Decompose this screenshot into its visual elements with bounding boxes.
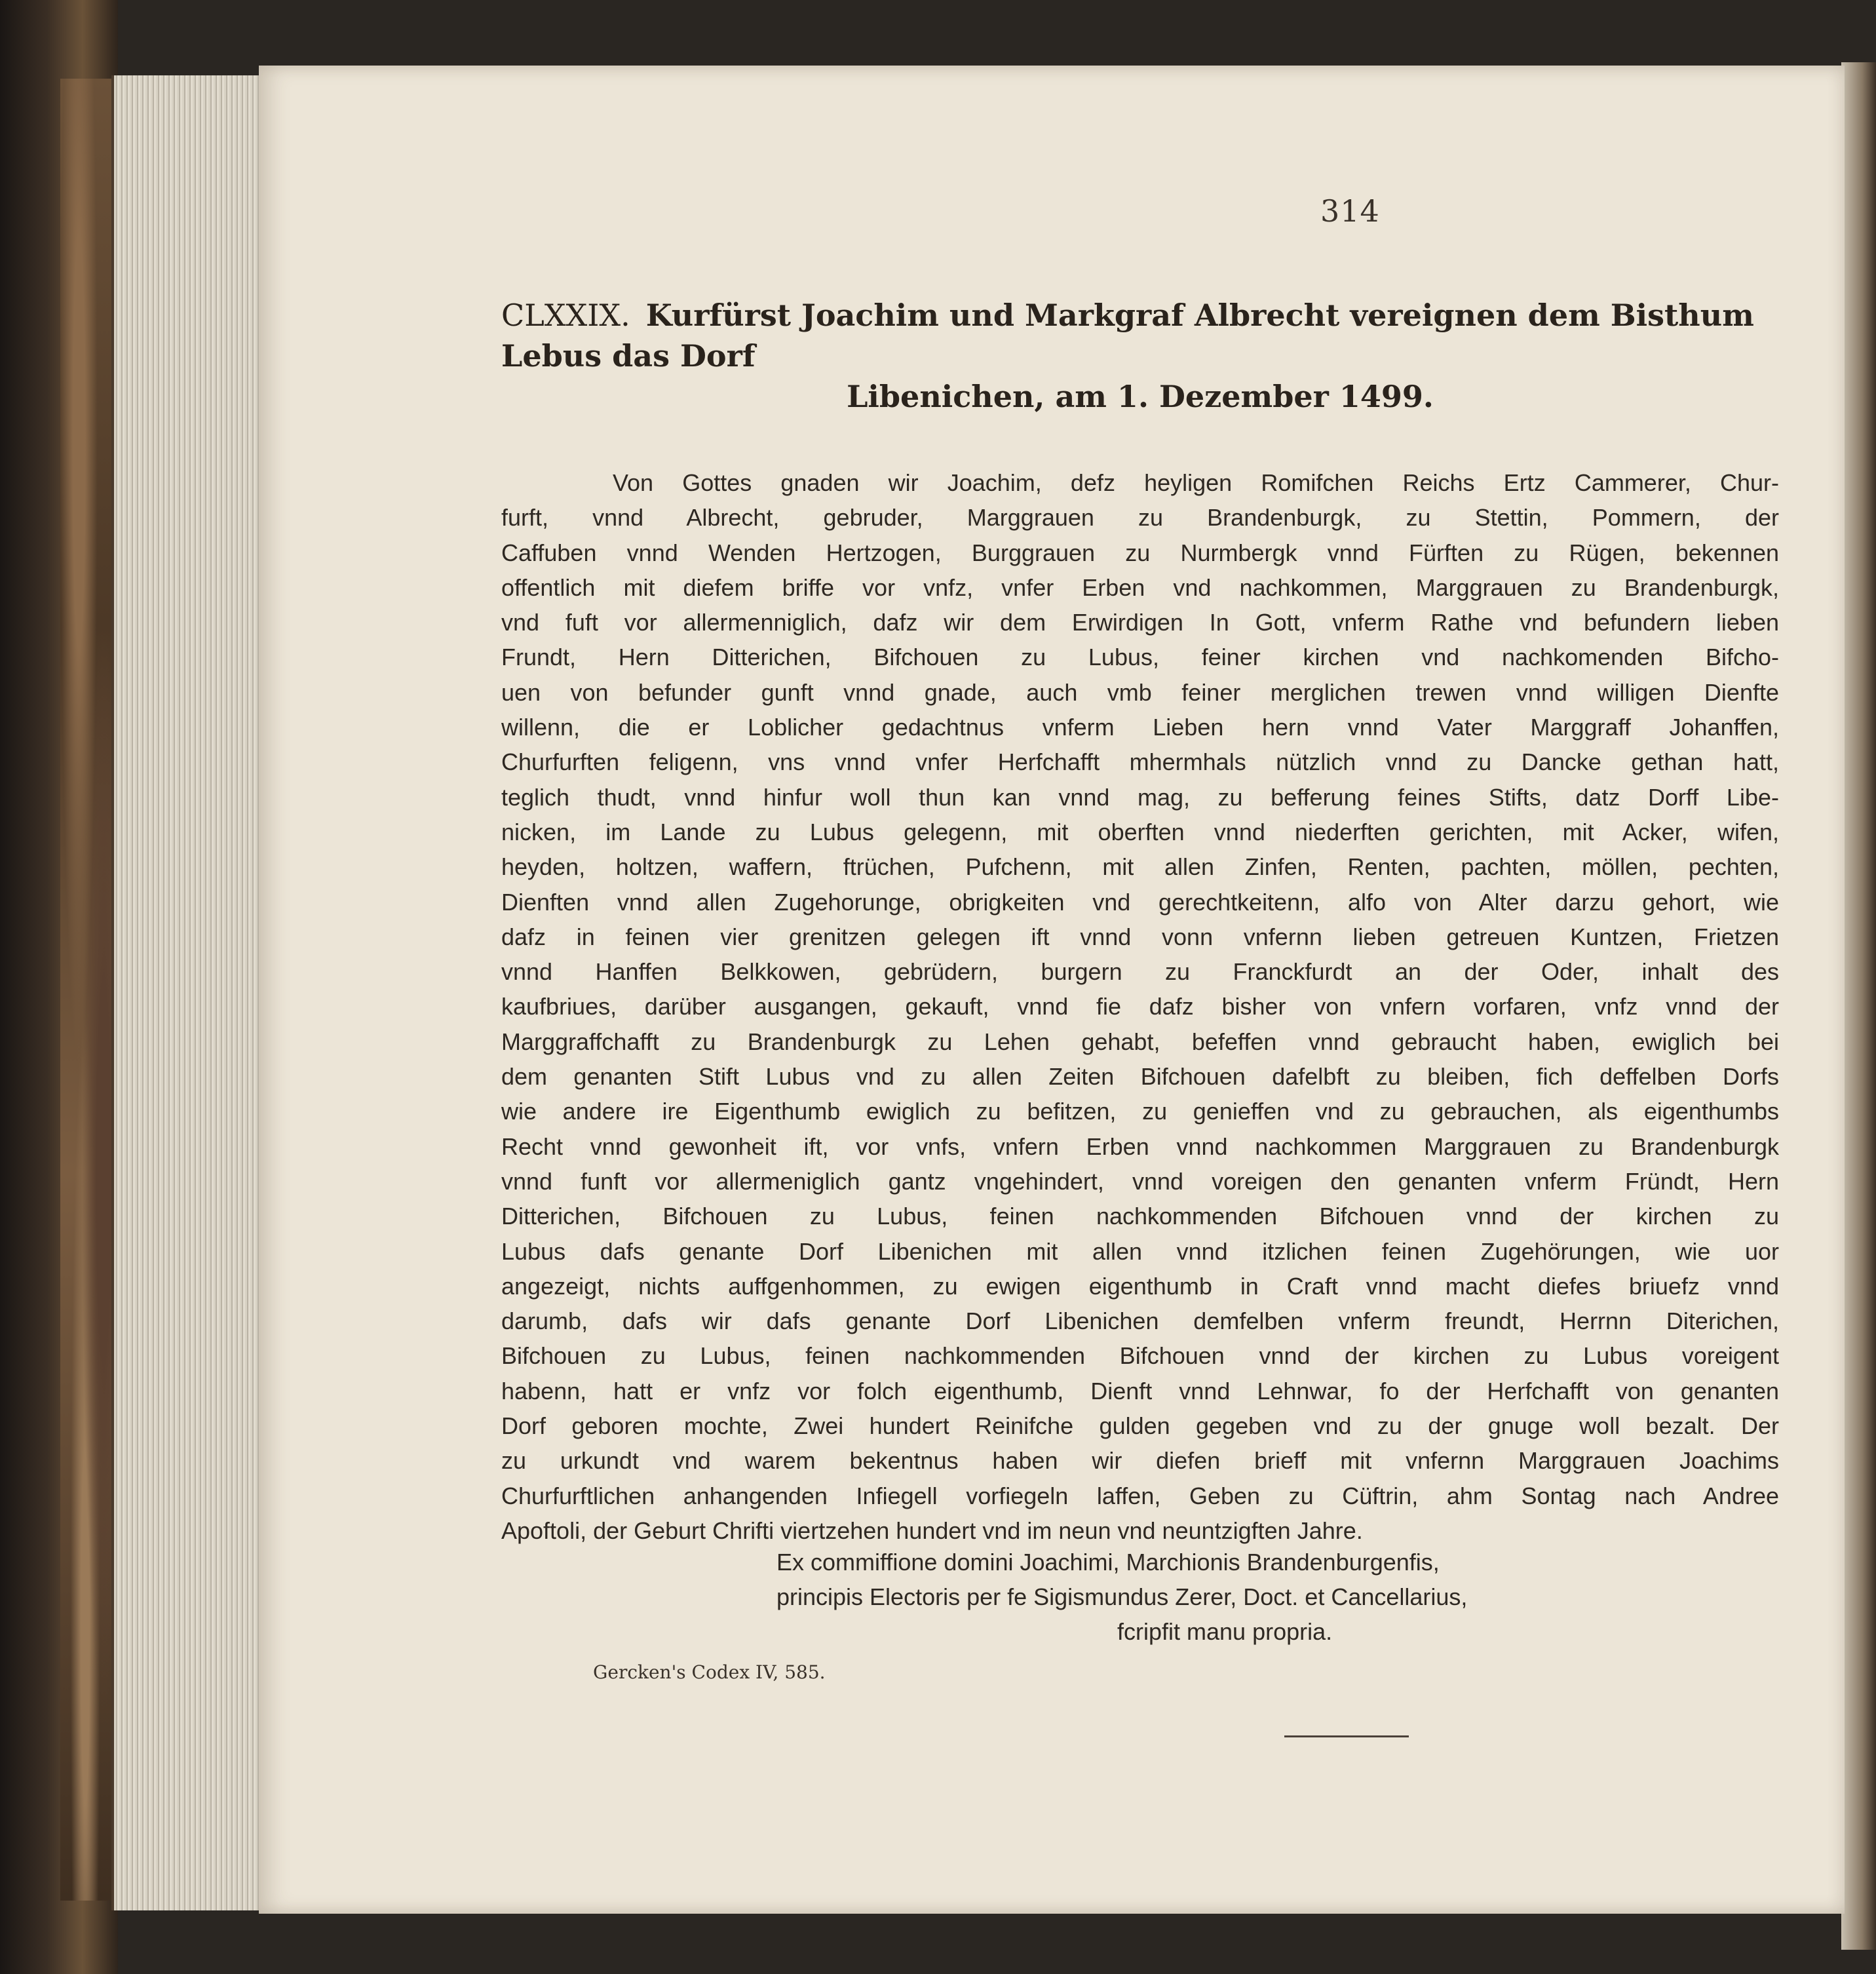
charter-line: dem genanten Stift Lubus vnd zu allen Zeiten Bifchouen dafelbft zu bleiben, fich deffelben Dorfs — [501, 1063, 1779, 1091]
charter-line: Von Gottes gnaden wir Joachim, defz heyligen Romifchen Reichs Ertz Cammerer, Chur- — [613, 469, 1779, 496]
charter-line: willenn, die er Loblicher gedachtnus vnferm Lieben hern vnnd Vater Marggraff Johanffen, — [501, 714, 1779, 741]
charter-line: darumb, dafs wir dafs genante Dorf Libenichen demfelben vnferm freundt, Herrnn Diterichen, — [501, 1307, 1779, 1335]
charter-line: teglich thudt, vnnd hinfur woll thun kan vnnd mag, zu befferung feines Stifts, datz Dorff Libe- — [501, 783, 1779, 811]
charter-line: Dorf geboren mochte, Zwei hundert Reinifche gulden gegeben vnd zu der gnuge woll bezalt. Der — [501, 1412, 1779, 1440]
document-heading — [501, 295, 1779, 417]
charter-line: Caffuben vnnd Wenden Hertzogen, Burggrauen zu Nurmbergk vnnd Fürften zu Rügen, bekennen — [501, 539, 1779, 566]
signature-line-3: fcripfit manu propria. — [1117, 1618, 1333, 1645]
charter-line: vnnd funft vor allermeniglich gantz vngehindert, vnnd voreigen den genanten vnferm Fründt, Hern — [501, 1167, 1779, 1195]
charter-line: Frundt, Hern Ditterichen, Bifchouen zu Lubus, feiner kirchen vnd nachkomenden Bifcho- — [501, 644, 1779, 671]
page-edges-stack — [111, 75, 265, 1910]
closing-rule — [1284, 1735, 1409, 1737]
charter-line: Marggraffchafft zu Brandenburgk zu Lehen gehabt, befeffen vnnd gebraucht haben, ewiglich bei — [501, 1028, 1779, 1055]
charter-line: nicken, im Lande zu Lubus gelegenn, mit oberften vnnd niederften gerichten, mit Acker, wifen, — [501, 818, 1779, 845]
charter-line: angezeigt, nichts auffgenhommen, zu ewigen eigenthumb in Craft vnnd macht diefes briuefz vnnd — [501, 1272, 1779, 1300]
charter-line: wie andere ire Eigenthumb ewiglich zu befitzen, zu genieffen vnd zu gebrauchen, als eigenthumbs — [501, 1098, 1779, 1125]
charter-line: habenn, hatt er vnfz vor folch eigenthumb, Dienft vnnd Lehnwar, fo der Herfchafft von genanten — [501, 1377, 1779, 1404]
charter-text — [501, 465, 1779, 1548]
book-page — [259, 66, 1845, 1914]
charter-line: furft, vnnd Albrecht, gebruder, Marggrauen zu Brandenburgk, zu Stettin, Pommern, der — [501, 504, 1779, 532]
charter-line: Ditterichen, Bifchouen zu Lubus, feinen nachkommenden Bifchouen vnnd der kirchen zu — [501, 1203, 1779, 1230]
right-page-edge — [1841, 62, 1876, 1950]
charter-line: Apoftoli, der Geburt Chrifti viertzehen hundert vnd im neun vnd neuntzigften Jahre. — [501, 1517, 1363, 1544]
charter-line: vnd fuft vor allermenniglich, dafz wir dem Erwirdigen In Gott, vnferm Rathe vnd befundern lieben — [501, 609, 1779, 636]
heading-line-1: Kurfürst Joachim und Markgraf Albrecht vereignen dem Bisthum Lebus das Dorf — [501, 298, 1754, 374]
signature-line-2: principis Electoris per fe Sigismundus Zerer, Doct. et Cancellarius, — [776, 1583, 1468, 1610]
charter-line: vnnd Hanffen Belkkowen, gebrüdern, burgern zu Franckfurdt an der Oder, inhalt des — [501, 958, 1779, 986]
charter-line: Churfurftlichen anhangenden Infiegell vorfiegeln laffen, Geben zu Cüftrin, ahm Sontag nach Andree — [501, 1482, 1779, 1509]
page-number: 314 — [1320, 193, 1380, 229]
charter-line: uen von befunder gunft vnnd gnade, auch vmb feiner merglichen trewen vnnd willigen Dienfte — [501, 678, 1779, 706]
heading-number: CLXXIX. — [501, 298, 630, 333]
charter-line: Dienften vnnd allen Zugehorunge, obrigkeiten vnd gerechtkeitenn, alfo von Alter darzu gehort, wie — [501, 888, 1779, 916]
charter-line: zu urkundt vnd warem bekentnus haben wir diefen brieff mit vnfernn Marggrauen Joachims — [501, 1447, 1779, 1475]
source-citation: Gercken's Codex IV, 585. — [593, 1661, 826, 1683]
charter-line: heyden, holtzen, waffern, ftrüchen, Pufchenn, mit allen Zinfen, Renten, pachten, möllen, pechten, — [501, 853, 1779, 881]
charter-line: Bifchouen zu Lubus, feinen nachkommenden Bifchouen vnnd der kirchen zu Lubus voreigent — [501, 1342, 1779, 1370]
signature-block — [776, 1545, 1694, 1649]
heading-line-2: Libenichen, am 1. Dezember 1499. — [847, 379, 1434, 414]
charter-line: Lubus dafs genante Dorf Libenichen mit allen vnnd itzlichen feinen Zugehörungen, wie uor — [501, 1237, 1779, 1265]
charter-line: dafz in feinen vier grenitzen gelegen ift vnnd vonn vnfernn lieben getreuen Kuntzen, Frietzen — [501, 923, 1779, 950]
charter-line: offentlich mit diefem briffe vor vnfz, vnfer Erben vnd nachkommen, Marggrauen zu Brandenburgk, — [501, 573, 1779, 601]
charter-line: Recht vnnd gewonheit ift, vor vnfs, vnfern Erben vnnd nachkommen Marggrauen zu Brandenburgk — [501, 1132, 1779, 1160]
signature-line-1: Ex commiffione domini Joachimi, Marchionis Brandenburgenfis, — [776, 1549, 1440, 1576]
charter-line: Churfurften feligenn, vns vnnd vnfer Herfchafft mhermhals nützlich vnnd zu Dancke gethan hatt, — [501, 748, 1779, 776]
charter-line: kaufbriues, darüber ausgangen, gekauft, vnnd fie dafz bisher von vnfern vorfaren, vnfz vnnd der — [501, 993, 1779, 1020]
